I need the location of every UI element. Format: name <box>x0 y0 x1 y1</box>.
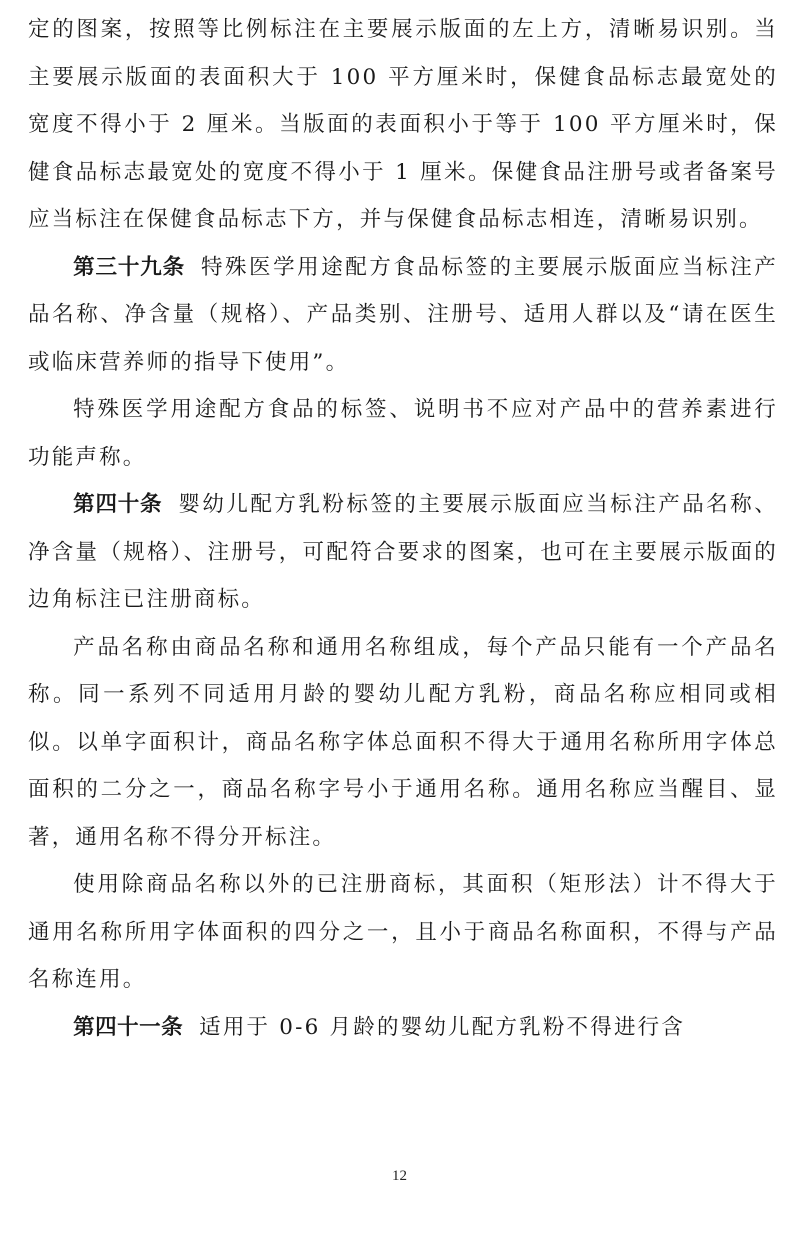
paragraph-text: 产品名称由商品名称和通用名称组成，每个产品只能有一个产品名称。同一系列不同适用月龄的婴幼儿配方乳粉，商品名称应相同或相似。以单字面积计，商品名称字体总面积不得大于通用名称所用字体总面积的二分之一，商品名称字号小于通用名称。通用名称应当醒目、显著，通用名称不得分开标注。 <box>28 634 778 850</box>
article-40-paragraph <box>28 481 778 624</box>
paragraph-text: 婴幼儿配方乳粉标签的主要展示版面应当标注产品名称、净含量（规格）、注册号，可配符合要求的图案，也可在主要展示版面的边角标注已注册商标。 <box>28 492 778 612</box>
article-41-paragraph <box>28 1004 778 1052</box>
article-39-paragraph <box>28 244 778 387</box>
article-40-clause-3 <box>28 861 778 1004</box>
article-40-clause-2 <box>28 624 778 862</box>
paragraph-text: 特殊医学用途配方食品标签的主要展示版面应当标注产品名称、净含量（规格）、产品类别、注册号、适用人群以及“请在医生或临床营养师的指导下使用”。 <box>28 254 778 375</box>
paragraph-text: 使用除商品名称以外的已注册商标，其面积（矩形法）计不得大于通用名称所用字体面积的四分之一，且小于商品名称面积，不得与产品名称连用。 <box>28 872 778 992</box>
page-number: 12 <box>392 1168 407 1184</box>
article-40-heading: 第四十条 <box>73 492 163 517</box>
article-39-heading: 第三十九条 <box>73 254 185 280</box>
paragraph-text: 特殊医学用途配方食品的标签、说明书不应对产品中的营养素进行功能声称。 <box>28 397 778 470</box>
document-body <box>28 6 778 1051</box>
paragraph-text: 定的图案，按照等比例标注在主要展示版面的左上方，清晰易识别。当主要展示版面的表面积大于 100 平方厘米时，保健食品标志最宽处的宽度不得小于 2 厘米。当版面的表面积小于等于 100 平方厘米时，保健食品标志最宽处的宽度不得小于 1 厘米。保健食品注册号或者备案号应当标注在保健食品标志下方，并与保健食品标志相连，清晰易识别。 <box>28 17 778 232</box>
paragraph-continuation <box>28 6 778 244</box>
paragraph-text: 适用于 0-6 月龄的婴幼儿配方乳粉不得进行含 <box>199 1014 686 1040</box>
article-39-clause-2 <box>28 386 778 481</box>
article-41-heading: 第四十一条 <box>73 1014 184 1040</box>
